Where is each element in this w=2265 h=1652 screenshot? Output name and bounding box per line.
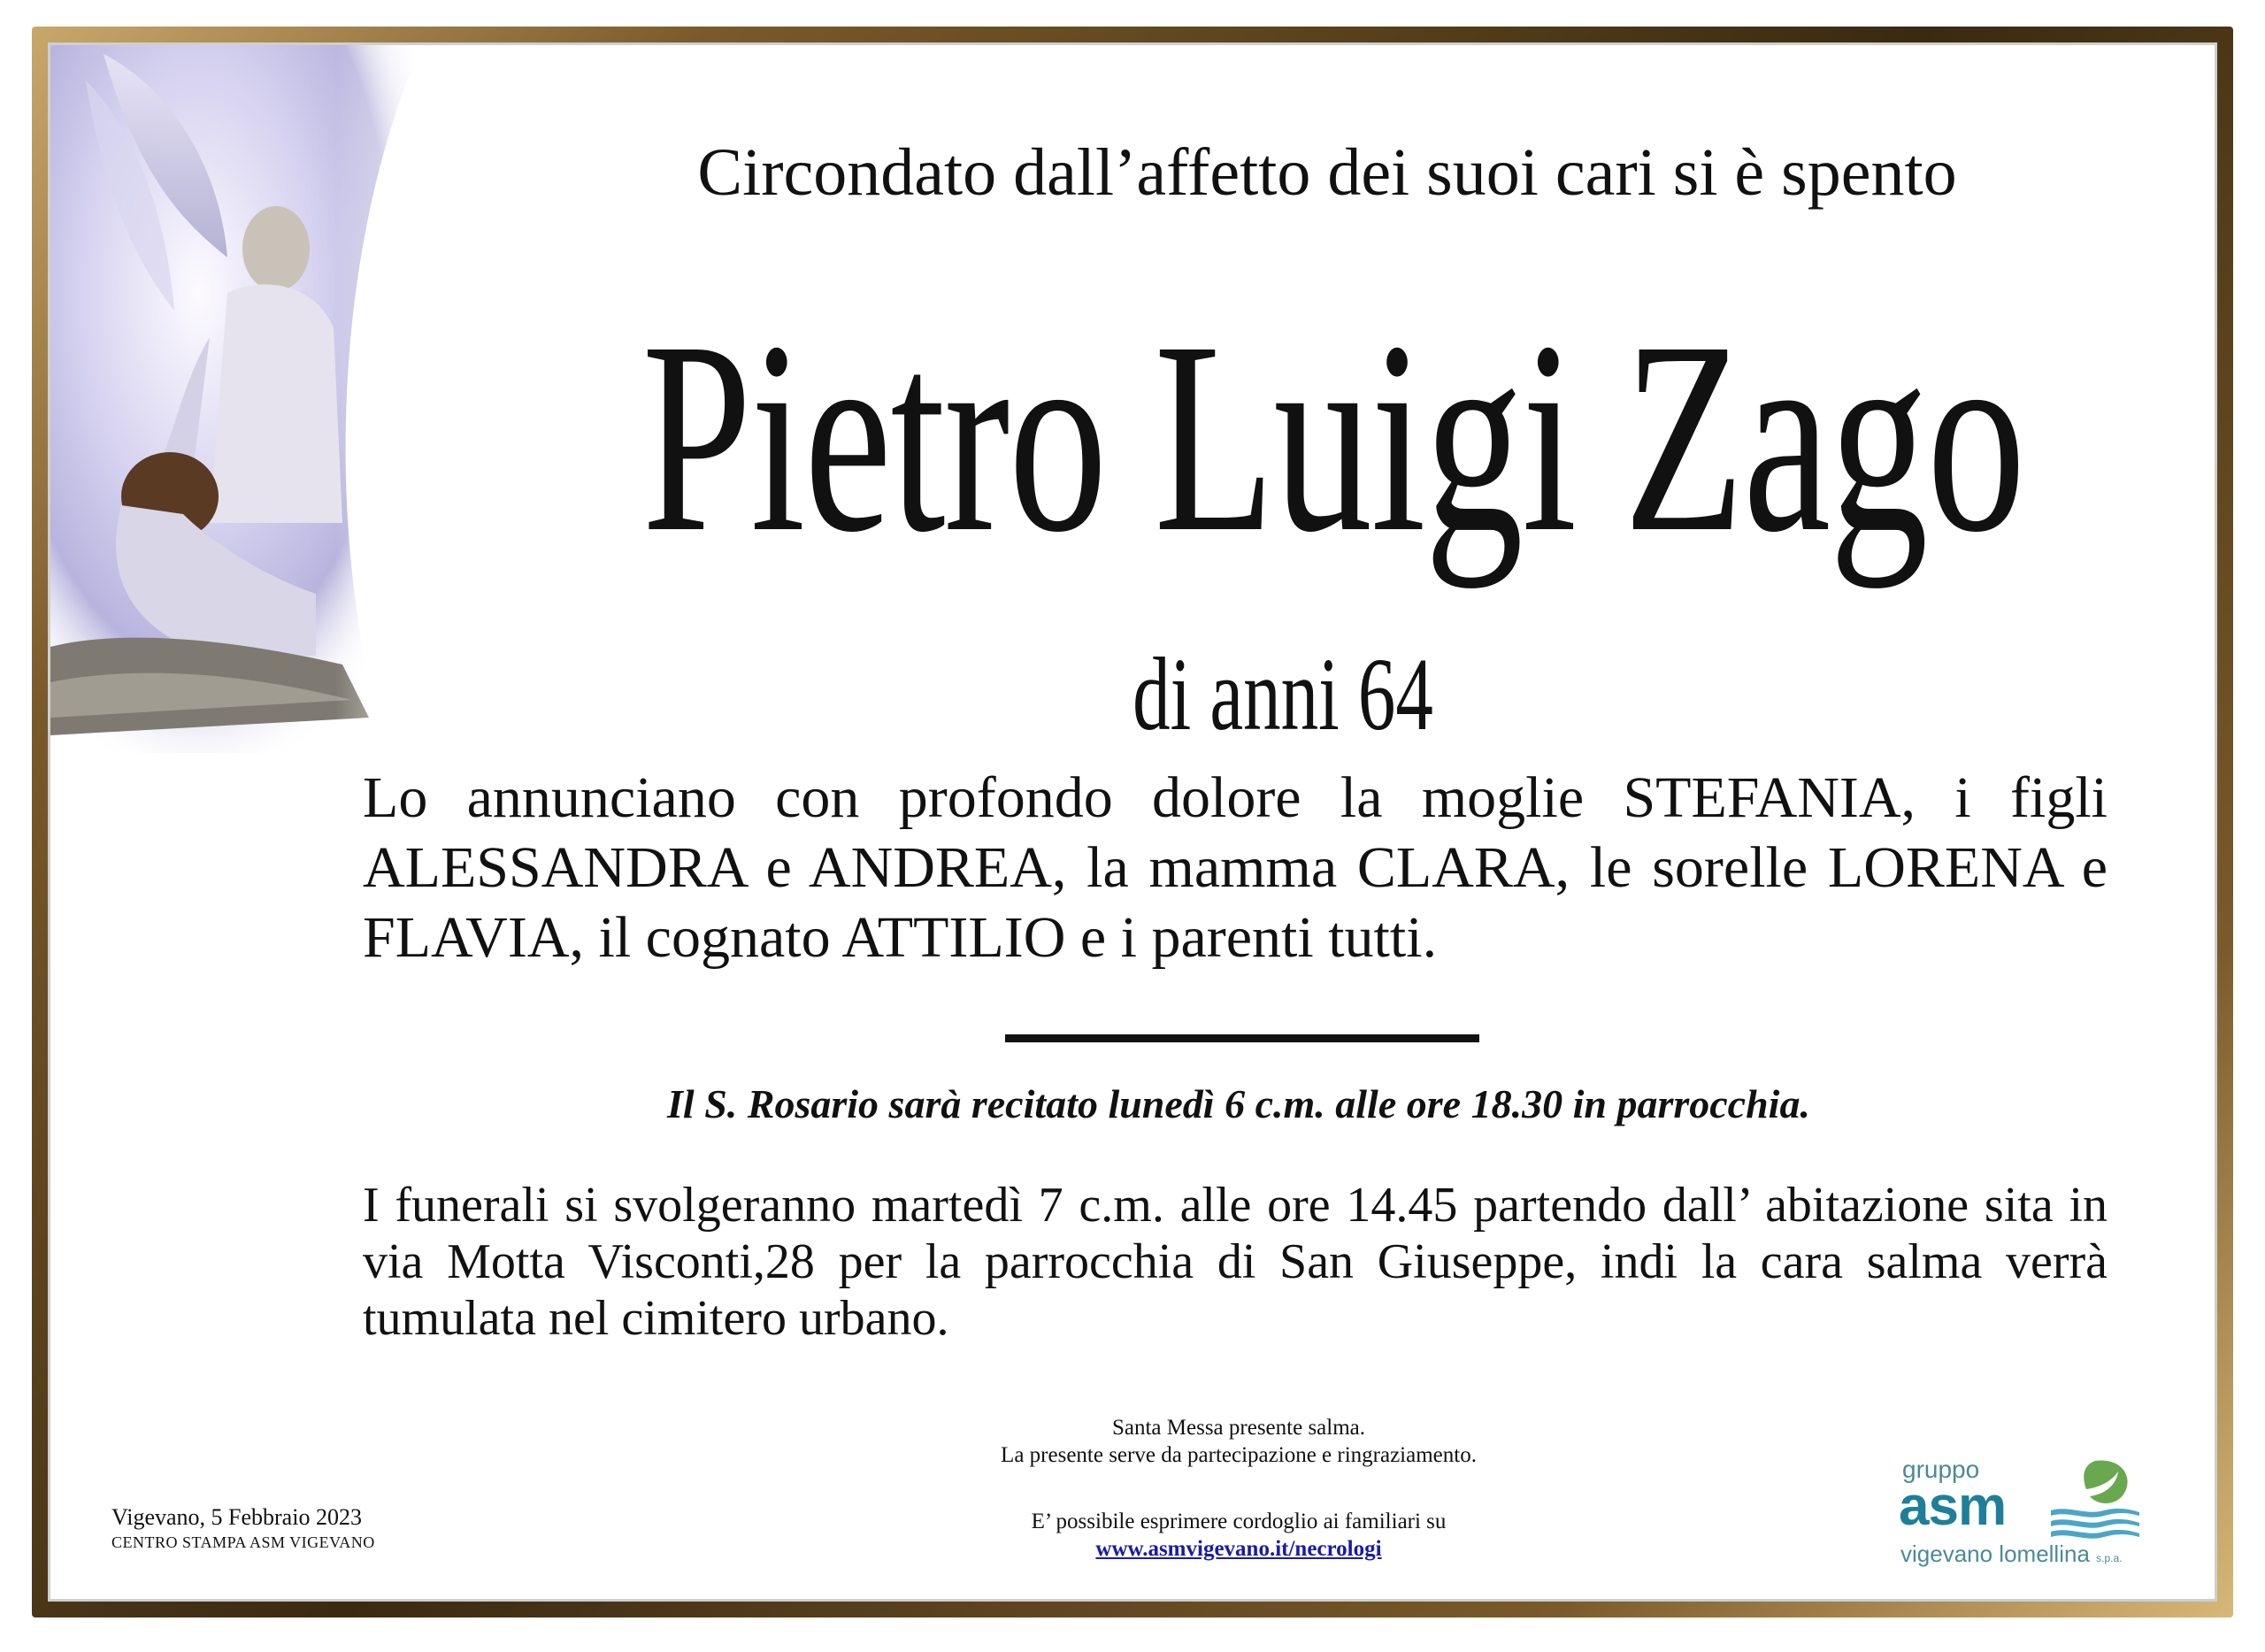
printer-credit: CENTRO STAMPA ASM VIGEVANO — [111, 1533, 375, 1551]
condolence-note: E’ possibile esprimere cordoglio ai familiari su — [1031, 1510, 1447, 1533]
mass-note: Santa Messa presente salma. — [1111, 1416, 1366, 1440]
logo-subtitle-text: vigevano lomellina — [1900, 1541, 2090, 1567]
section-divider — [1005, 1034, 1479, 1042]
place-date: Vigevano, 5 Febbraio 2023 — [111, 1504, 362, 1530]
deceased-age: di anni 64 — [1132, 636, 1433, 752]
condolence-link-line — [796, 1535, 1681, 1564]
logo-group-text: gruppo — [1902, 1456, 1980, 1483]
leaf-wave-icon — [2042, 1456, 2139, 1541]
logo-suffix: s.p.a. — [2096, 1552, 2123, 1564]
participation-note: La presente serve da partecipazione e ringraziamento. — [1001, 1443, 1477, 1467]
intro-line: Circondato dall’affetto dei suoi cari si è spento — [697, 135, 1957, 210]
logo-brand-text: asm — [1899, 1476, 2007, 1537]
deceased-name: Pietro Luigi Zago — [641, 286, 2025, 589]
asm-logo — [1893, 1456, 2168, 1571]
announcement-text: Lo annunciano con profondo dolore la moglie STEFANIA, i figli ALESSANDRA e ANDREA, la mamma CLARA, le sorelle LORENA e FLAVIA, il cognato ATTILIO e i parenti tutti. — [363, 765, 2108, 970]
funeral-details: I funerali si svolgeranno martedì 7 c.m. alle ore 14.45 partendo dall’ abitazione sita in via Motta Visconti,28 per la parrocchia di San Giuseppe, indi la cara salma verrà tumulata nel cimitero urbano. — [363, 1178, 2108, 1346]
praying-angel-image — [50, 45, 457, 753]
rosary-notice: Il S. Rosario sarà recitato lunedì 6 c.m. alle ore 18.30 in parrocchia. — [667, 1081, 1810, 1126]
condolence-link[interactable]: www.asmvigevano.it/necrologi — [1095, 1537, 1382, 1561]
logo-subtitle — [1900, 1541, 2123, 1568]
